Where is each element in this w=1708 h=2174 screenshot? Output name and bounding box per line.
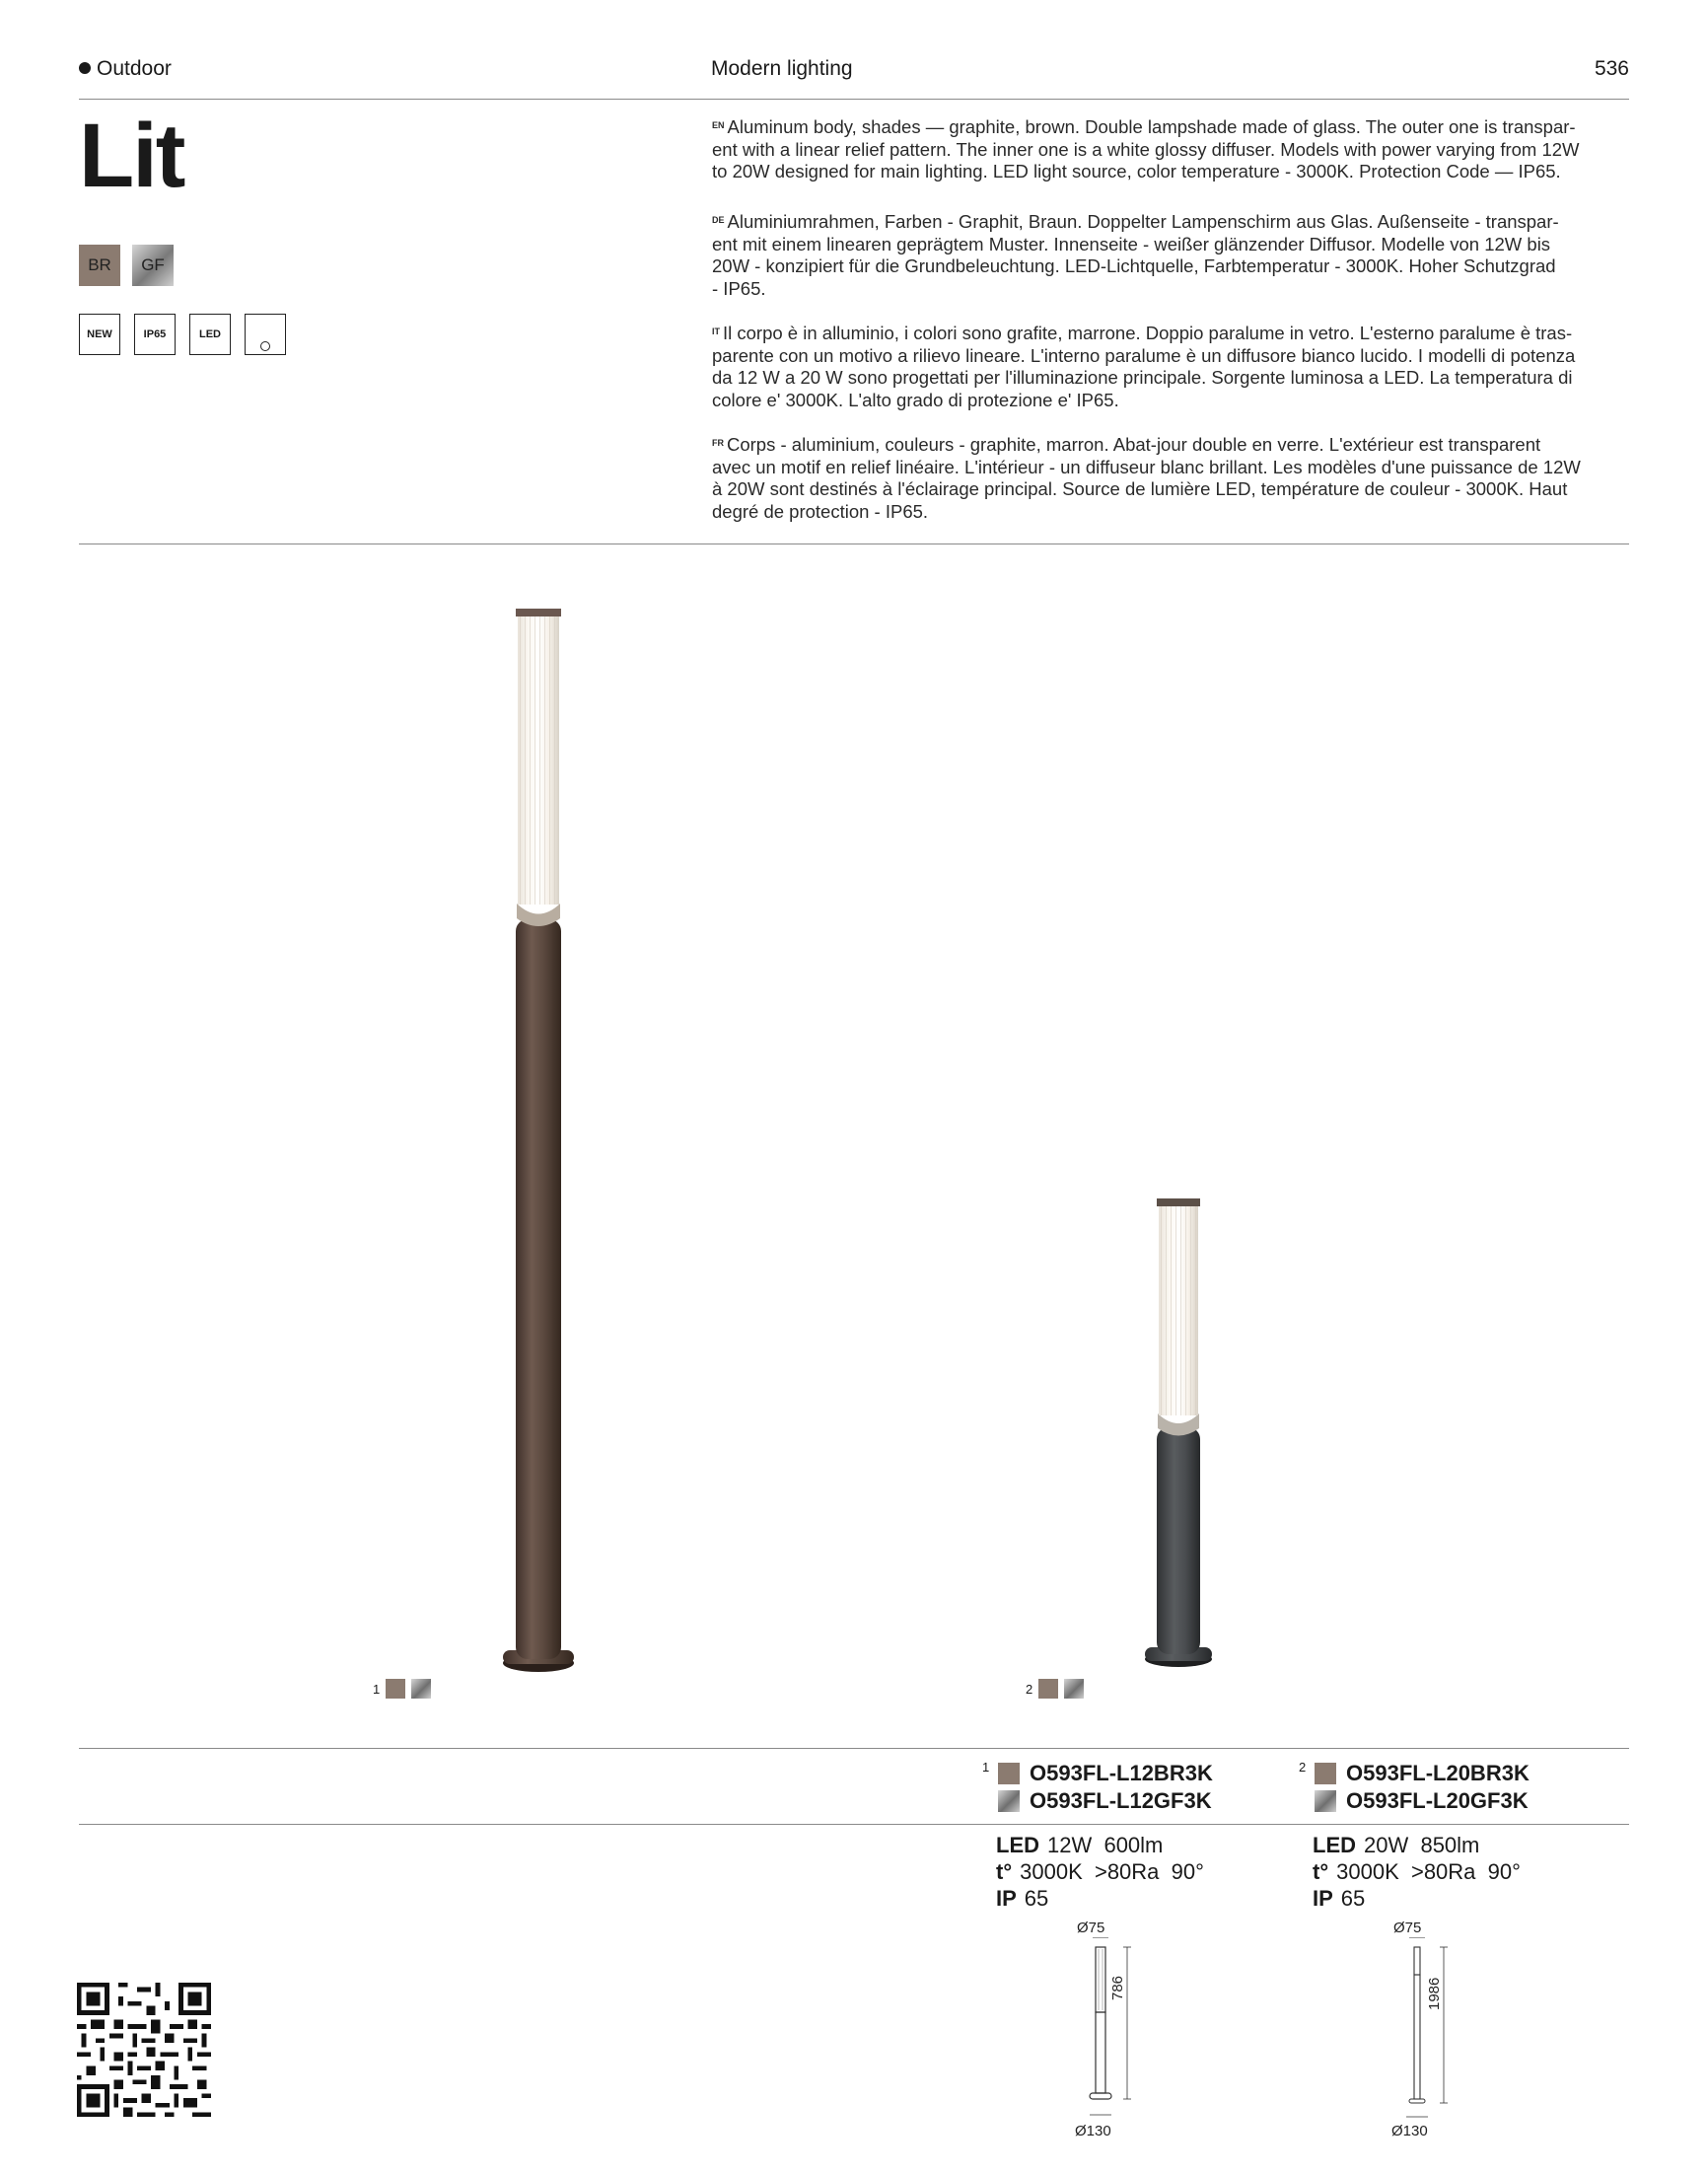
- swatch-br-mini: [1315, 1763, 1336, 1784]
- photo-caption-1: [373, 1679, 431, 1699]
- description-de: [712, 209, 1631, 300]
- models-top-divider: [79, 1748, 1629, 1749]
- swatch-gf: GF: [132, 245, 174, 286]
- desc-line: avec un motif en relief linéaire. L'intérieur - un diffuseur blanc brillant. Les modèles d'une puissance de 12W: [712, 456, 1581, 477]
- model-code-gf: O593FL-L12GF3K: [1030, 1788, 1212, 1813]
- spec-label: LED: [996, 1833, 1039, 1857]
- badge-ip65: IP65: [134, 314, 176, 355]
- section-text: Outdoor: [97, 57, 172, 80]
- header-divider: [79, 99, 1629, 100]
- specs-model-1: [996, 1832, 1204, 1912]
- swatch-gf-mini: [411, 1679, 431, 1699]
- model-number: 1: [982, 1760, 990, 1775]
- spec-value: 3000K >80Ra 90°: [1020, 1859, 1204, 1884]
- dim-height-2: 1986: [1426, 1977, 1443, 2010]
- spec-value: 20W 850lm: [1364, 1833, 1480, 1857]
- description-fr: [712, 432, 1631, 523]
- model-code-line: [1315, 1787, 1530, 1815]
- dim-height-1: 786: [1109, 1975, 1126, 2000]
- desc-line: à 20W sont destinés à l'éclairage principal. Source de lumière LED, température de couleur - 3000K. Haut: [712, 478, 1568, 499]
- desc-line: ent with a linear relief pattern. The inner one is a white glossy diffuser. Models with power varying from 12W: [712, 138, 1580, 160]
- bullet-icon: [79, 62, 91, 74]
- spec-label: t°: [996, 1859, 1013, 1884]
- swatch-br-mini: [998, 1763, 1020, 1784]
- desc-line: parente con un motivo a rilievo lineare. L'interno paralume è un diffusore bianco lucido. I modelli di potenza: [712, 344, 1576, 366]
- section-label: [79, 57, 172, 81]
- product-title: Lit: [79, 106, 184, 206]
- model-code-line: [998, 1787, 1213, 1815]
- feature-badges: [79, 314, 286, 355]
- spec-value: 65: [1340, 1886, 1366, 1911]
- badge-new: NEW: [79, 314, 120, 355]
- dimension-drawing-1: [1065, 1937, 1144, 2125]
- lang-tag-de: DE: [712, 215, 725, 225]
- qr-code: [77, 1983, 211, 2117]
- desc-line: - IP65.: [712, 277, 766, 299]
- spec-label: t°: [1313, 1859, 1329, 1884]
- lang-tag-en: EN: [712, 120, 725, 130]
- finish-swatches: [79, 245, 174, 286]
- desc-line: Corps - aluminium, couleurs - graphite, marron. Abat-jour double en verre. L'extérieur est transparent: [727, 434, 1541, 455]
- photo-caption-2: [1026, 1679, 1084, 1699]
- model-number: 2: [1299, 1760, 1307, 1775]
- model-code-br: O593FL-L20BR3K: [1346, 1761, 1530, 1785]
- description-it: [712, 321, 1631, 411]
- spec-label: IP: [996, 1886, 1017, 1911]
- lang-tag-it: IT: [712, 326, 720, 336]
- swatch-br-mini: [1038, 1679, 1058, 1699]
- desc-line: Il corpo è in alluminio, i colori sono grafite, marrone. Doppio paralume in vetro. L'esterno paralume è tras-: [723, 323, 1573, 343]
- swatch-br: BR: [79, 245, 120, 286]
- desc-line: degré de protection - IP65.: [712, 500, 929, 522]
- lamp-photo-1: [503, 609, 574, 1672]
- spec-label: IP: [1313, 1886, 1333, 1911]
- model-code-br: O593FL-L12BR3K: [1030, 1761, 1213, 1785]
- lang-tag-fr: FR: [712, 438, 724, 448]
- desc-line: Aluminiumrahmen, Farben - Graphit, Braun. Doppelter Lampenschirm aus Glas. Außenseite - transpar-: [727, 211, 1559, 232]
- model-block-2: [1299, 1760, 1530, 1815]
- badge-led: LED: [189, 314, 231, 355]
- dim-top-2: Ø75: [1393, 1920, 1422, 1936]
- dim-top-1: Ø75: [1077, 1920, 1105, 1936]
- desc-line: Aluminum body, shades — graphite, brown. Double lampshade made of glass. The outer one is transpar-: [727, 116, 1576, 137]
- desc-line: colore e' 3000K. L'alto grado di protezione e' IP65.: [712, 389, 1119, 410]
- pole-lamp-icon: [245, 314, 286, 355]
- category-label: Modern lighting: [711, 57, 853, 80]
- page-number: 536: [1594, 57, 1629, 80]
- spec-value: 3000K >80Ra 90°: [1336, 1859, 1521, 1884]
- swatch-gf-mini: [1064, 1679, 1084, 1699]
- caption-number: 1: [373, 1681, 381, 1697]
- desc-line: 20W - konzipiert für die Grundbeleuchtung. LED-Lichtquelle, Farbtemperatur - 3000K. Hoher Schutzgrad: [712, 255, 1556, 276]
- swatch-br-mini: [386, 1679, 405, 1699]
- description-en: [712, 114, 1631, 183]
- caption-number: 2: [1026, 1681, 1033, 1697]
- model-code-line: [1315, 1760, 1530, 1787]
- spec-value: 12W 600lm: [1047, 1833, 1164, 1857]
- lamp-photo-2: [1145, 1198, 1212, 1667]
- dim-base-2: Ø130: [1391, 2123, 1428, 2139]
- desc-line: ent mit einem linearen geprägtem Muster. Innenseite - weißer glänzender Diffusor. Modelle von 12W bis: [712, 233, 1551, 254]
- spec-label: LED: [1313, 1833, 1356, 1857]
- model-code-line: [998, 1760, 1213, 1787]
- dim-base-1: Ø130: [1075, 2123, 1111, 2139]
- swatch-gf-mini: [1315, 1790, 1336, 1812]
- spec-value: 65: [1024, 1886, 1049, 1911]
- desc-line: da 12 W a 20 W sono progettati per l'illuminazione principale. Sorgente luminosa a LED. La temperatura di: [712, 367, 1573, 388]
- specs-model-2: [1313, 1832, 1521, 1912]
- dimension-drawing-2: [1382, 1937, 1460, 2125]
- product-photos: [0, 547, 1708, 1711]
- models-mid-divider: [79, 1824, 1629, 1825]
- swatch-gf-mini: [998, 1790, 1020, 1812]
- model-block-1: [982, 1760, 1213, 1815]
- page-header: [79, 57, 1629, 87]
- model-code-gf: O593FL-L20GF3K: [1346, 1788, 1529, 1813]
- desc-line: to 20W designed for main lighting. LED light source, color temperature - 3000K. Protection Code — IP65.: [712, 161, 1561, 181]
